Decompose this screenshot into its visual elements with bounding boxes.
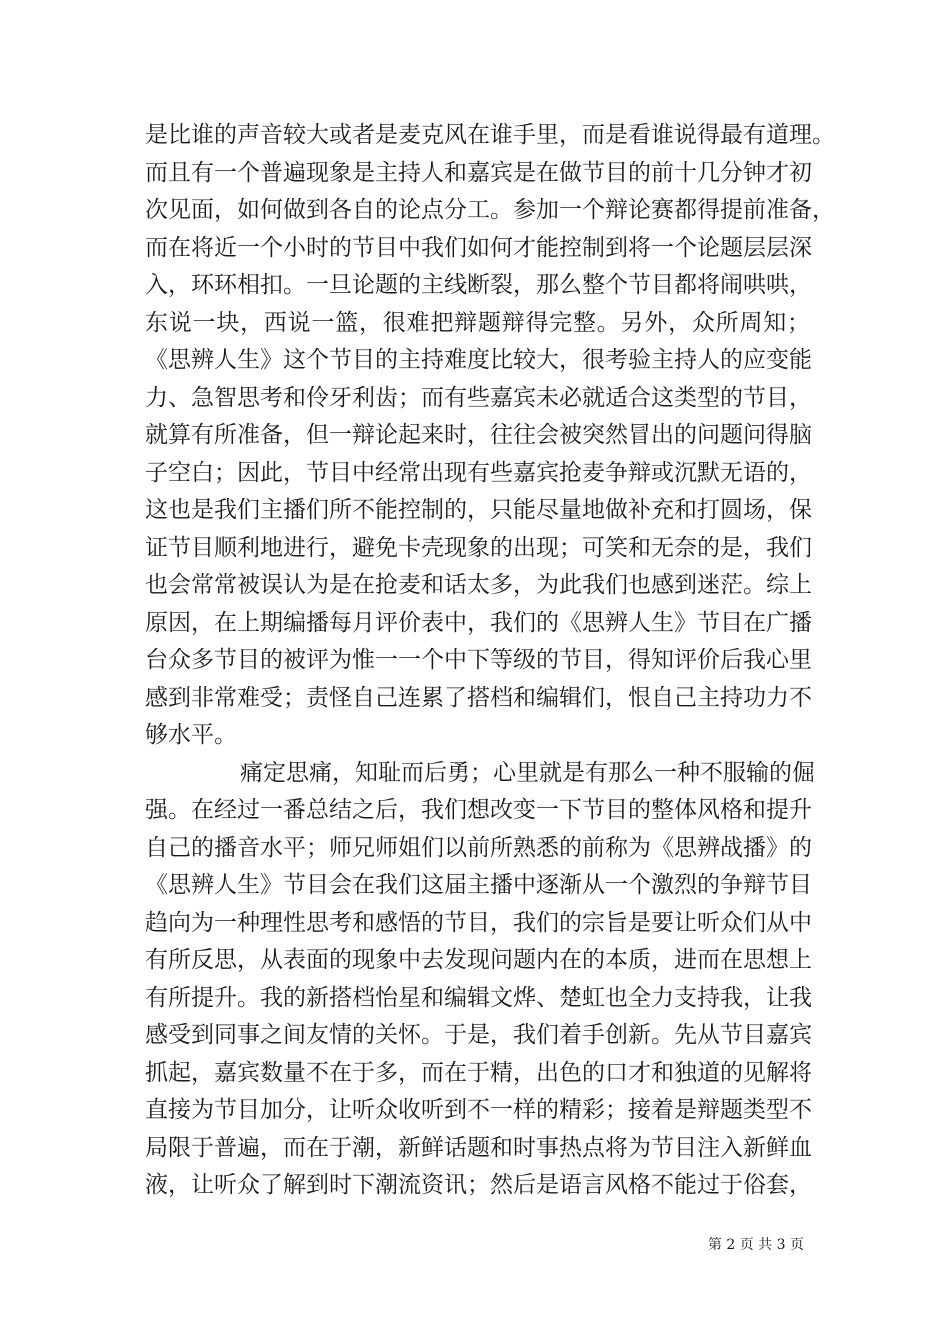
text-line: 《思辨人生》节目会在我们这届主播中逐渐从一个激烈的争辩节目 bbox=[145, 872, 812, 898]
text-line: 原因，在上期编播每月评价表中，我们的《思辨人生》节目在广播 bbox=[145, 609, 812, 636]
text-line: 液，让听众了解到时下潮流资讯；然后是语言风格不能过于俗套， bbox=[145, 1172, 812, 1198]
text-line: 也会常常被误认为是在抢麦和话太多，为此我们也感到迷茫。综上 bbox=[145, 572, 812, 598]
text-line: 证节目顺利地进行，避免卡壳现象的出现；可笑和无奈的是，我们 bbox=[145, 534, 812, 561]
text-line: 直接为节目加分，让听众收听到不一样的精彩；接着是辩题类型不 bbox=[145, 1097, 812, 1123]
text-line: 东说一块，西说一篮，很难把辩题辩得完整。另外，众所周知； bbox=[145, 309, 810, 336]
paragraph-start-line: 痛定思痛，知耻而后勇；心里就是有那么一种不服输的倔 bbox=[240, 759, 815, 786]
text-line: 趋向为一种理性思考和感悟的节目，我们的宗旨是要让听众们从中 bbox=[145, 909, 812, 936]
text-line: 台众多节目的被评为惟一一个中下等级的节目，得知评价后我心里 bbox=[145, 647, 812, 673]
text-line: 强。在经过一番总结之后，我们想改变一下节目的整体风格和提升 bbox=[145, 797, 812, 823]
text-line: 次见面，如何做到各自的论点分工。参加一个辩论赛都得提前准备， bbox=[145, 197, 835, 223]
text-line: 局限于普遍，而在于潮，新鲜话题和时事热点将为节目注入新鲜血 bbox=[145, 1134, 812, 1161]
text-line: 就算有所准备，但一辩论起来时，往往会被突然冒出的问题问得脑 bbox=[145, 422, 812, 448]
text-line: 子空白；因此，节目中经常出现有些嘉宾抢麦争辩或沉默无语的， bbox=[145, 459, 812, 486]
text-line: 入，环环相扣。一旦论题的主线断裂，那么整个节目都将闹哄哄， bbox=[145, 272, 812, 298]
text-line: 有所提升。我的新搭档怡星和编辑文烨、楚虹也全力支持我，让我 bbox=[145, 984, 812, 1011]
text-line: 自己的播音水平；师兄师姐们以前所熟悉的前称为《思辨战播》的 bbox=[145, 834, 812, 861]
text-line: 这也是我们主播们所不能控制的，只能尽量地做补充和打圆场，保 bbox=[145, 497, 812, 523]
text-line: 感到非常难受；责怪自己连累了搭档和编辑们，恨自己主持功力不 bbox=[145, 684, 812, 711]
text-line: 是比谁的声音较大或者是麦克风在谁手里，而是看谁说得最有道理。 bbox=[145, 122, 835, 148]
text-line: 力、急智思考和伶牙利齿；而有些嘉宾未必就适合这类型的节目， bbox=[145, 384, 812, 411]
text-line: 《思辨人生》这个节目的主持难度比较大，很考验主持人的应变能 bbox=[145, 347, 812, 373]
paragraph-end-line: 够水平。 bbox=[145, 722, 237, 748]
page-number-footer: 第 2 页 共 3 页 bbox=[707, 1237, 804, 1253]
text-line: 感受到同事之间友情的关怀。于是，我们着手创新。先从节目嘉宾 bbox=[145, 1022, 812, 1048]
text-line: 抓起，嘉宾数量不在于多，而在于精，出色的口才和独道的见解将 bbox=[145, 1059, 812, 1086]
text-line: 而在将近一个小时的节目中我们如何才能控制到将一个论题层层深 bbox=[145, 234, 812, 261]
text-line: 而且有一个普遍现象是主持人和嘉宾是在做节目的前十几分钟才初 bbox=[145, 159, 812, 186]
body-text bbox=[145, 117, 835, 1205]
text-line: 有所反思，从表面的现象中去发现问题内在的本质，进而在思想上 bbox=[145, 947, 812, 973]
